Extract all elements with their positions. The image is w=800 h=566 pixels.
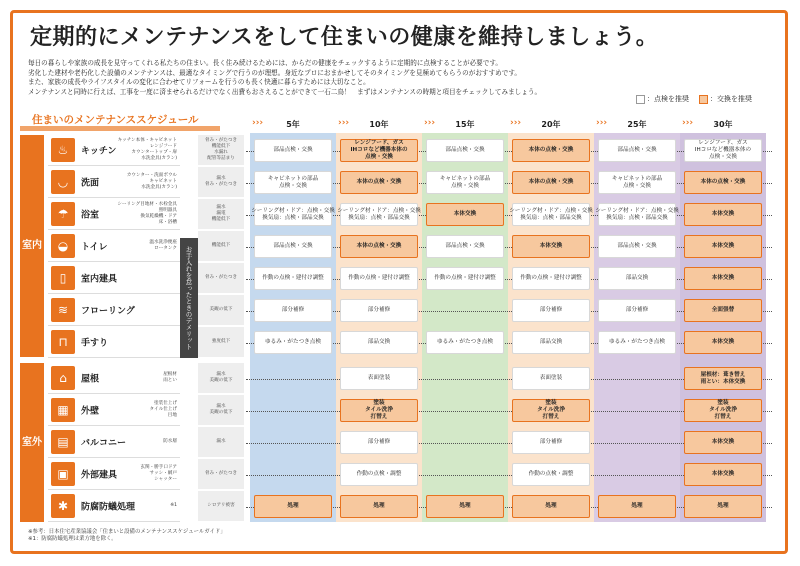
- demerit-cell: 美観の低下: [198, 295, 244, 326]
- intro-line: 劣化した建材や老朽化した設備のメンテナンスは、最適なタイミングで行うのが理想。身近なプロにおまかせしてそのタイミングを見極めてもらうのがおすすめです。: [28, 68, 522, 77]
- section-indoor: 室内: [20, 135, 44, 357]
- intro-text: [28, 59, 541, 97]
- row-label: 手すり: [81, 338, 109, 349]
- footnote: ※参考：日本住宅産業協議会「住まいと設備のメンテナンススケジュールガイド」: [28, 529, 226, 535]
- year-header: [250, 117, 772, 132]
- inspect-cell: キャビネットの部品 点検・交換: [254, 171, 332, 194]
- exchange-cell: 本体交換: [512, 235, 590, 258]
- exchange-cell: レンジフード、ガス IHコロなど機器本体の 点検・交換: [340, 139, 418, 162]
- termite-icon: ✱: [51, 494, 75, 518]
- year-label: 25年: [627, 120, 647, 129]
- demerit-cell: 漏水 骨み・がたつき: [198, 167, 244, 198]
- row-label: 防腐防蟻処理: [81, 502, 136, 513]
- inspect-cell: 部品交換: [512, 331, 590, 354]
- demerit-cell: 漏水 美観の低下: [198, 395, 244, 426]
- exchange-cell: 本体交換: [684, 235, 762, 258]
- window-icon: ▣: [51, 462, 75, 486]
- inspect-swatch-icon: [636, 95, 645, 104]
- row-header: [48, 263, 180, 294]
- inspect-cell: 部品点検・交換: [254, 139, 332, 162]
- inspect-cell: シーリング材・ドア：点検・交換 換気扇：点検・部品交換: [598, 203, 676, 226]
- toilet-icon: ◒: [51, 234, 75, 258]
- row-header: [48, 327, 180, 358]
- row-header: [48, 135, 180, 166]
- row-parts: シーリング目地材・水栓金具 照明器具 換気乾燥機・ドア 床・浴槽: [117, 202, 177, 225]
- inspect-cell: 部分補修: [254, 299, 332, 322]
- shower-icon: ☂: [51, 202, 75, 226]
- demerit-label: お手入れを怠ったときのデメリット: [180, 238, 198, 358]
- footnotes: [28, 529, 226, 543]
- exchange-cell: 処理: [598, 495, 676, 518]
- door-icon: ▯: [51, 266, 75, 290]
- exchange-cell: 本体交換: [426, 203, 504, 226]
- chevron-right-icon: ›››: [682, 118, 694, 128]
- chevron-right-icon: ›››: [510, 118, 522, 128]
- roof-icon: ⌂: [51, 366, 75, 390]
- exchange-cell: 処理: [426, 495, 504, 518]
- demerit-cell: 骨み・がたつき: [198, 263, 244, 294]
- inspect-cell: キャビネットの部品 点検・交換: [426, 171, 504, 194]
- row-header: [48, 363, 180, 394]
- handrail-icon: ⊓: [51, 330, 75, 354]
- exchange-cell: 塗装 タイル洗浄 打替え: [512, 399, 590, 422]
- exchange-cell: 本体の点検・交換: [340, 171, 418, 194]
- year-label: 20年: [541, 120, 561, 129]
- chevron-right-icon: ›››: [338, 118, 350, 128]
- inspect-cell: 部分補修: [598, 299, 676, 322]
- inspect-cell: 部品点検・交換: [254, 235, 332, 258]
- legend-exchange: ：交換を推奨: [699, 94, 752, 104]
- inspect-cell: 部分補修: [512, 299, 590, 322]
- legend: [636, 94, 752, 104]
- row-label: 外壁: [81, 406, 100, 417]
- row-header: [48, 491, 180, 522]
- exchange-cell: 本体の点検・交換: [512, 171, 590, 194]
- demerit-cell: 漏水: [198, 427, 244, 458]
- inspect-cell: 表面塗装: [512, 367, 590, 390]
- inspect-cell: 部分補修: [340, 299, 418, 322]
- section-outdoor: 室外: [20, 363, 44, 522]
- inspect-cell: 部品点検・交換: [598, 139, 676, 162]
- inspect-cell: 作動の点検・調整: [512, 463, 590, 486]
- inspect-cell: 作動の点検・建付け調整: [340, 267, 418, 290]
- floor-icon: ≋: [51, 298, 75, 322]
- demerit-cell: 骨み・がたつき 機能低下 水漏れ 配管等詰まり: [198, 135, 244, 166]
- row-label: バルコニー: [81, 438, 127, 449]
- chevron-right-icon: ›››: [424, 118, 436, 128]
- row-label: トイレ: [81, 242, 108, 253]
- demerit-cell: 機能低下: [198, 231, 244, 262]
- sink-icon: ◡: [51, 170, 75, 194]
- chevron-right-icon: ›››: [252, 118, 264, 128]
- inspect-cell: ゆるみ・がたつき点検: [254, 331, 332, 354]
- footnote: ※1：防腐防蟻処理は業方地を除く。: [28, 536, 117, 542]
- exchange-cell: 屋根材：葺き替え 雨とい：本体交換: [684, 367, 762, 390]
- exchange-cell: 本体交換: [684, 431, 762, 454]
- row-parts: カウンター・洗面ボウル キャビネット 水洗金具(カラン): [126, 173, 177, 190]
- intro-line: 毎日の暮らしや家族の成長を見守ってくれる私たちの住まい。長く住み続けるためには、からだの健康をチェックするように定期的に点検することが必要です。: [28, 59, 503, 67]
- year-label: 15年: [455, 120, 475, 129]
- inspect-cell: 部品交換: [340, 331, 418, 354]
- row-label: 洗面: [81, 178, 100, 189]
- schedule-title-bar: [20, 126, 220, 131]
- row-header: [48, 199, 180, 230]
- exchange-cell: 本体交換: [684, 267, 762, 290]
- wall-icon: ▦: [51, 398, 75, 422]
- inspect-cell: シーリング材・ドア：点検・交換 換気扇：点検・部品交換: [512, 203, 590, 226]
- row-parts: 屋根材 雨とい: [163, 372, 177, 383]
- row-label: 浴室: [81, 210, 100, 221]
- row-parts: 玄関・勝手口ドア サッシ・網戸 シャッター: [140, 465, 177, 482]
- exchange-cell: 処理: [512, 495, 590, 518]
- demerit-cell: 強度低下: [198, 327, 244, 358]
- demerit-cell: 漏水 漏電 機能低下: [198, 199, 244, 230]
- page-title: 定期的にメンテナンスをして住まいの健康を維持しましょう。: [30, 25, 659, 50]
- row-header: [48, 459, 180, 490]
- row-header: [48, 295, 180, 326]
- row-header: [48, 231, 180, 262]
- legend-inspect: ：点検を推奨: [636, 94, 689, 104]
- inspect-cell: 作動の点検・建付け調整: [426, 267, 504, 290]
- exchange-cell: 処理: [340, 495, 418, 518]
- year-label: 30年: [713, 120, 733, 129]
- exchange-swatch-icon: [699, 95, 708, 104]
- demerit-cell: 漏水 美観の低下: [198, 363, 244, 394]
- inspect-cell: シーリング材・ドア：点検・交換 換気扇：点検・部品交換: [254, 203, 332, 226]
- row-label: 室内建具: [81, 274, 118, 285]
- exchange-cell: 塗装 タイル洗浄 打替え: [340, 399, 418, 422]
- exchange-cell: 本体交換: [684, 203, 762, 226]
- row-parts: ※1: [170, 503, 177, 508]
- inspect-cell: 作動の点検・建付け調整: [254, 267, 332, 290]
- exchange-cell: 本体の点検・交換: [684, 171, 762, 194]
- intro-line: また、家族の成長やライフスタイルの変化に合わせてリフォームを行うのも長く快適に暮らすためには大切なこと。: [28, 78, 370, 87]
- row-parts: キッチン本体・キャビネット レンジフード カウンタートップ・扉 水洗金具(カラン): [117, 138, 177, 161]
- stove-icon: ♨: [51, 138, 75, 162]
- inspect-cell: 作動の点検・建付け調整: [512, 267, 590, 290]
- inspect-cell: 部分補修: [512, 431, 590, 454]
- exchange-cell: 処理: [684, 495, 762, 518]
- year-label: 10年: [369, 120, 389, 129]
- exchange-cell: 本体交換: [684, 463, 762, 486]
- demerit-cell: 骨み・がたつき: [198, 459, 244, 490]
- inspect-cell: 部品点検・交換: [598, 235, 676, 258]
- inspect-cell: 部品点検・交換: [426, 235, 504, 258]
- inspect-cell: 部分補修: [340, 431, 418, 454]
- exchange-cell: 本体の点検・交換: [340, 235, 418, 258]
- inspect-cell: ゆるみ・がたつき点検: [598, 331, 676, 354]
- row-header: [48, 427, 180, 458]
- exchange-cell: 処理: [254, 495, 332, 518]
- row-parts: 塗装仕上げ タイル仕上げ 目地: [149, 401, 177, 418]
- row-parts: 温水洗浄便座 ロータンク: [149, 240, 177, 251]
- row-label: キッチン: [81, 146, 117, 157]
- inspect-cell: 作動の点検・調整: [340, 463, 418, 486]
- demerit-cell: シロアリ被害: [198, 491, 244, 522]
- row-label: 屋根: [81, 374, 100, 385]
- balcony-icon: ▤: [51, 430, 75, 454]
- chevron-right-icon: ›››: [596, 118, 608, 128]
- schedule-title: 住まいのメンテナンススケジュール: [32, 114, 199, 126]
- inspect-cell: ゆるみ・がたつき点検: [426, 331, 504, 354]
- row-label: 外部建具: [81, 470, 118, 481]
- inspect-cell: 部品交換: [598, 267, 676, 290]
- exchange-cell: 本体の点検・交換: [512, 139, 590, 162]
- exchange-cell: 本体交換: [684, 331, 762, 354]
- year-label: 5年: [286, 120, 300, 129]
- inspect-cell: レンジフード、ガス IHコロなど機器本体の 点検・交換: [684, 139, 762, 162]
- row-header: [48, 167, 180, 198]
- exchange-cell: 塗装 タイル洗浄 打替え: [684, 399, 762, 422]
- inspect-cell: シーリング材・ドア：点検・交換 換気扇：点検・部品交換: [340, 203, 418, 226]
- intro-line: メンテナンスと同時に行えば、工事を一度に済ませられるだけでなく出費もおさえることができて一石二鳥！ まずはメンテナンスの時期と項目をチェックしてみましょう。: [28, 87, 542, 96]
- row-label: フローリング: [81, 306, 135, 317]
- inspect-cell: キャビネットの部品 点検・交換: [598, 171, 676, 194]
- inspect-cell: 表面塗装: [340, 367, 418, 390]
- inspect-cell: 部品点検・交換: [426, 139, 504, 162]
- row-parts: 防水層: [163, 439, 177, 444]
- exchange-cell: 全面張替: [684, 299, 762, 322]
- row-header: [48, 395, 180, 426]
